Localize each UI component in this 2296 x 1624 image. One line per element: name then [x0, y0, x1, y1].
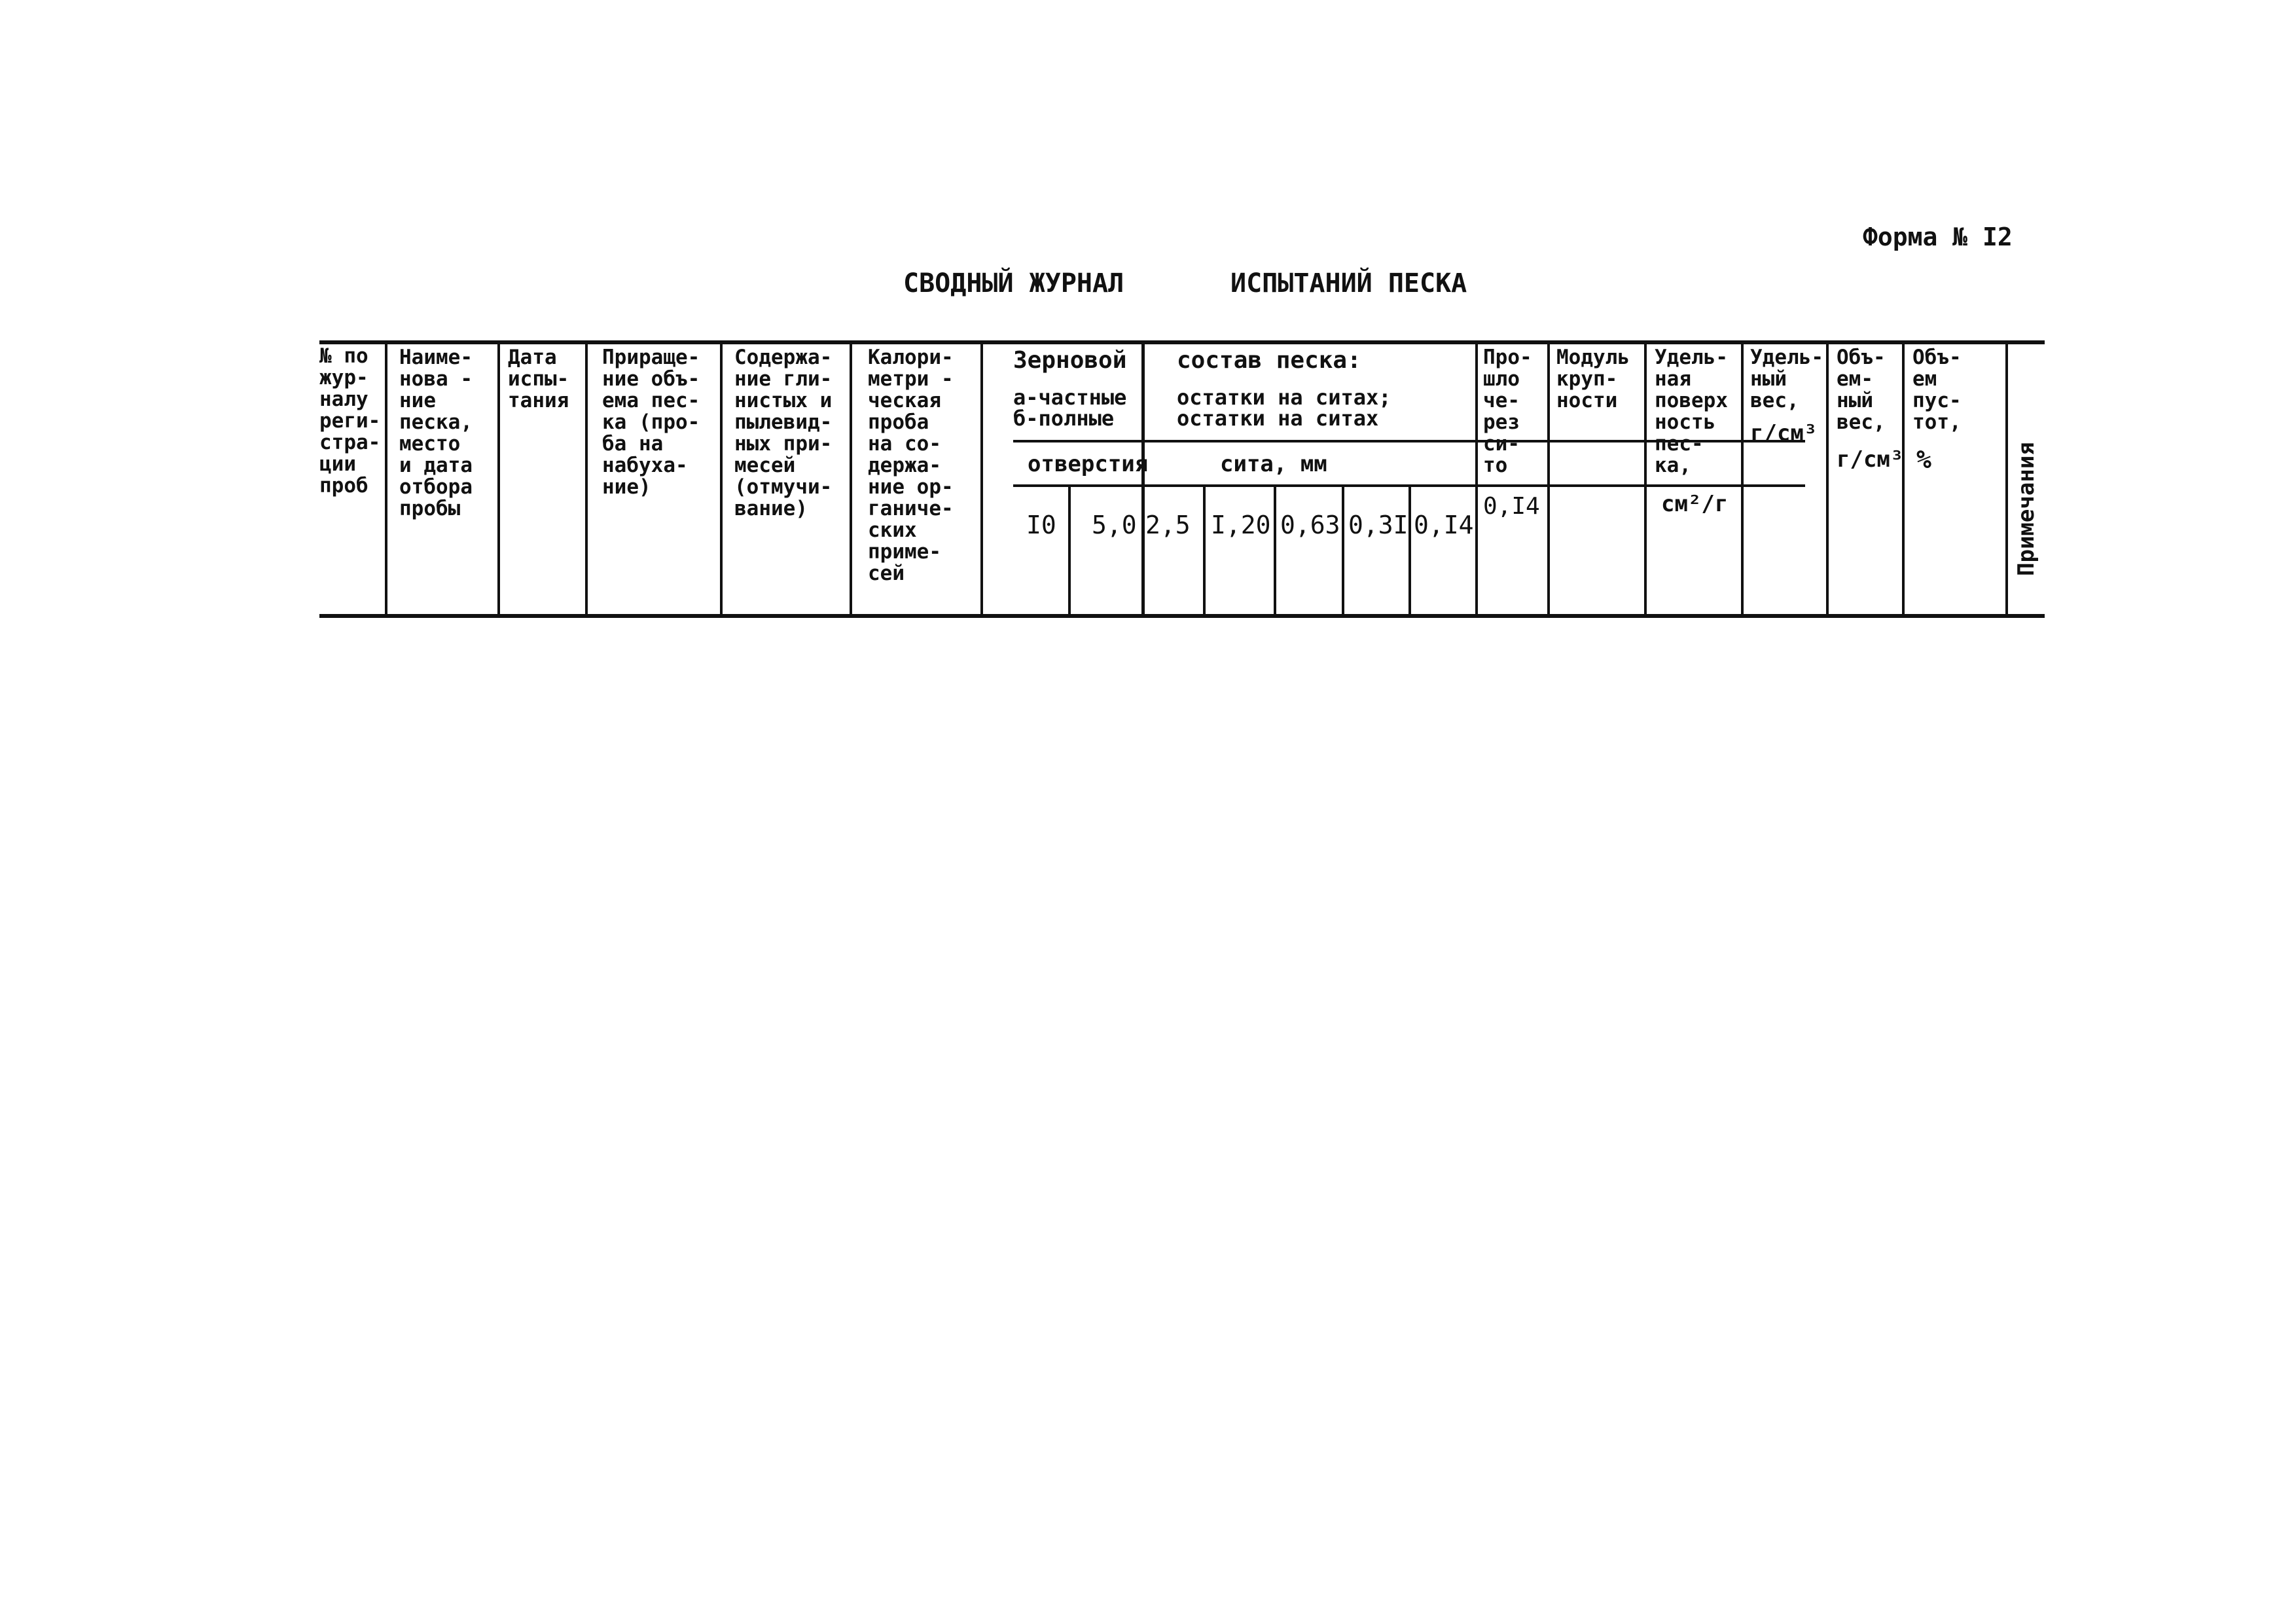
sieve-rule-6	[1408, 484, 1411, 618]
sieve-value: I,20	[1211, 511, 1271, 539]
header-specific-surface: Удель- ная поверх ность пес- ка,	[1655, 346, 1728, 477]
col-rule-11	[1826, 340, 1829, 618]
header-colorimetric-test: Калори- метри - ческая проба на со- держа- ние ор- ганиче- ских примe- сей	[868, 346, 954, 585]
header-voids-volume: Объ- ем пус- тот,	[1912, 346, 1962, 434]
col-rule-4	[720, 340, 723, 618]
table-bottom-rule	[319, 614, 2045, 618]
sieve-rule-3	[1203, 484, 1206, 618]
sieve-opening-label: отверстия	[1028, 451, 1149, 477]
grain-line-a-right: остатки на ситах;	[1177, 385, 1391, 410]
grain-line-a: а-частные	[1013, 385, 1127, 410]
header-passed-through-sieve: Про- шло че- рез си- то	[1483, 346, 1532, 477]
col-rule-5	[850, 340, 852, 618]
header-specific-weight: Удель- ный вес,	[1750, 346, 1823, 412]
header-registration-number: № по жур- налу реги- стра- ции проб	[319, 344, 381, 497]
sieve-value: 5,0	[1092, 511, 1137, 539]
col-rule-1	[385, 340, 387, 618]
col-rule-3	[585, 340, 588, 618]
sieve-rule-2	[1141, 340, 1145, 618]
grain-head-left: Зерновой	[1013, 347, 1127, 374]
col-rule-8	[1547, 340, 1550, 618]
header-bulk-weight: Объ- ем- ный вес,	[1837, 346, 1886, 434]
sieve-value: 0,I4	[1414, 511, 1474, 539]
sieve-value: 0,63	[1280, 511, 1340, 539]
passing-sieve-value: 0,I4	[1483, 493, 1540, 520]
sieve-value: 0,3I	[1348, 511, 1408, 539]
sieve-rule-4	[1274, 484, 1276, 618]
bulk-weight-unit: г/см³	[1837, 446, 1904, 473]
sieve-rule-5	[1342, 484, 1344, 618]
col-rule-9	[1644, 340, 1647, 618]
sieve-value: 2,5	[1145, 511, 1191, 539]
journal-title: СВОДНЫЙ ЖУРНАЛ	[903, 268, 1124, 298]
voids-unit: %	[1916, 445, 1931, 474]
header-test-date: Дата испы- тания	[508, 346, 569, 412]
table-top-rule	[319, 340, 2045, 344]
header-notes: Примечания	[2013, 442, 2039, 576]
journal-subtitle: ИСПЫТАНИЙ ПЕСКА	[1230, 268, 1467, 298]
header-clay-silt-content: Содержа- ние гли- нистых и пылевид- ных при- месей (отмучи- вание)	[734, 346, 833, 520]
sieve-value: I0	[1026, 511, 1056, 539]
grain-head-right: состав песка:	[1177, 347, 1361, 374]
col-rule-2	[497, 340, 500, 618]
col-rule-13	[2005, 340, 2008, 618]
col-rule-6	[980, 340, 983, 618]
col-rule-12	[1902, 340, 1905, 618]
form-number: Форма № I2	[1863, 223, 2013, 251]
specific-surface-unit: см²/г	[1661, 491, 1729, 517]
sieve-rule-1	[1068, 484, 1071, 618]
header-volume-swelling: Прираще- ние объ- ема пес- ка (про- ба на набуха- ние)	[602, 346, 700, 499]
col-rule-7	[1475, 340, 1478, 618]
header-sand-name-place-date: Наиме- нова - ние песка, место и дата отбора пробы	[399, 346, 473, 520]
specific-weight-unit: г/см³	[1750, 420, 1818, 446]
col-rule-10	[1741, 340, 1744, 618]
sieve-size-label: сита, мм	[1220, 451, 1327, 477]
grain-line-b: б-полные	[1013, 406, 1115, 431]
header-fineness-modulus: Модуль круп- ности	[1556, 346, 1630, 412]
grain-line-b-right: остатки на ситах	[1177, 406, 1379, 431]
sand-test-table	[319, 340, 2045, 618]
